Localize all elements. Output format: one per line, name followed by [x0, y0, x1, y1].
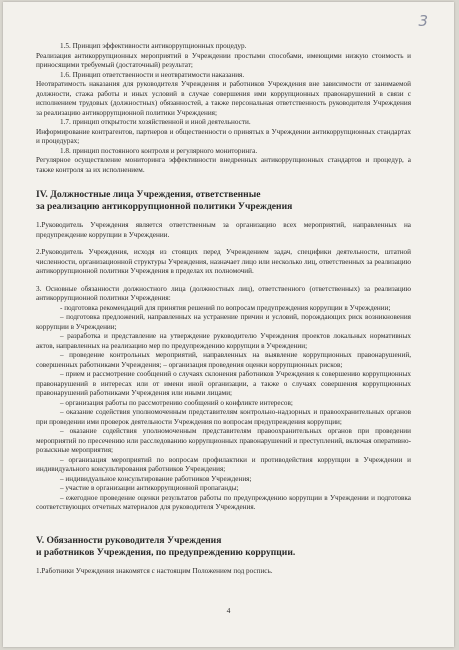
page-number: 4 — [226, 606, 231, 615]
paragraph: 2.Руководитель Учреждения, исходя из стоящих перед Учреждением задач, специфики деятельности, штатной численности, организационной структуры Учреждения, назначает лицо или несколько лиц, ответственных за реализацию антикоррупционной политики Учреждения в пределах их полномочий. — [36, 248, 411, 275]
duty-item: – оказание содействия уполномоченным представителям контрольно-надзорных и правоохранительных органов при проведении ими проверок деятельности Учреждения по вопросам предупреждения коррупции; — [36, 408, 411, 426]
page-content — [36, 42, 411, 576]
document-page — [3, 2, 454, 647]
paragraph: Реализация антикоррупционных мероприятий в Учреждении простыми способами, имеющими низкую стоимость и приносящими требуемый (достаточный) результат; — [36, 51, 411, 69]
paragraph: 1.6. Принцип ответственности и неотвратимости наказания. — [60, 70, 245, 79]
duty-item: – организация работы по рассмотрению сообщений о конфликте интересов; — [60, 398, 293, 407]
duty-item: – подготовка предложений, направленных на устранение причин и условий, порождающих риск возникновения коррупции в Учреждении; — [36, 313, 411, 331]
duty-item: – участие в организации антикоррупционной пропаганды; — [60, 484, 239, 492]
section-heading-iv-line2: за реализацию антикоррупционной политики Учреждения — [36, 201, 293, 212]
duty-item: – ежегодное проведение оценки результатов работы по предупреждению коррупции в Учреждении и подготовка соответствующих отчетных материалов для руководителя Учреждения. — [36, 493, 411, 511]
duty-item: – организация мероприятий по вопросам профилактики и противодействия коррупции в Учреждении и индивидуального консультирования работников Учреждения; — [36, 455, 411, 473]
paragraph: 1.Руководитель Учреждения является ответственным за организацию всех мероприятий, направленных на предупреждение коррупции в Учреждении. — [36, 221, 411, 239]
handwritten-page-mark: 3 — [418, 12, 428, 30]
duty-item: – индивидуальное консультирование работников Учреждения; — [60, 474, 252, 483]
paragraph: 3. Основные обязанности должностного лица (должностных лиц), ответственного (ответственных) за реализацию антикоррупционной политики Учреждения: — [36, 284, 411, 302]
paragraph: Неотвратимость наказания для руководителя Учреждения и работников Учреждения вне зависимости от занимаемой должности, стажа работы и иных условий в случае совершения ими коррупционных правонарушений в связи с исполнением трудовых (должностных) обязанностей, а также персональная ответственность руководителя Учреждения за реализацию антикоррупционной политики Учреждения; — [36, 80, 411, 117]
duty-item: – прием и рассмотрение сообщений о случаях склонения работников Учреждения к совершению коррупционных правонарушений в интересах или от имени иной организации, а также о случаях совершения коррупционных правонарушений работниками Учреждения или иными лицами; — [36, 370, 411, 397]
section-heading-v-line2: и работников Учреждения, по предупреждению коррупции. — [36, 546, 296, 558]
paragraph: Регулярное осуществление мониторинга эффективности внедренных антикоррупционных стандартов и процедур, а также контроля за их исполнением. — [36, 156, 411, 174]
section-heading-v-line1: V. Обязанности руководителя Учреждения — [36, 534, 222, 546]
paragraph: 1.8. принцип постоянного контроля и регулярного мониторинга. — [60, 146, 258, 155]
duty-item: – проведение контрольных мероприятий, направленных на выявление коррупционных правонарушений, совершенных работниками Учреждения; – организация проведения оценки коррупционных рисков; — [36, 351, 411, 369]
duty-item: - подготовка рекомендаций для принятия решений по вопросам предупреждения коррупции в Учреждении; — [60, 303, 391, 312]
paragraph: Информирование контрагентов, партнеров и общественности о принятых в Учреждении антикоррупционных стандартах и процедурах; — [36, 127, 411, 145]
section-heading-iv-line1: IV. Должностные лица Учреждения, ответственные — [36, 189, 261, 200]
duty-item: – оказание содействия уполномоченным представителям правоохранительных органов при проведении мероприятий по пресечению или расследованию коррупционных правонарушений и преступлений, включая оперативно-розыскные мероприятия; — [36, 427, 411, 454]
duty-item: – разработка и представление на утверждение руководителю Учреждения проектов локальных нормативных актов, направленных на реализацию мер по предупреждению коррупции в Учреждении; — [36, 332, 411, 350]
paragraph: 1.5. Принцип эффективности антикоррупционных процедур. — [60, 42, 247, 50]
paragraph: 1.Работники Учреждения знакомятся с настоящим Положением под роспись. — [36, 566, 273, 575]
paragraph: 1.7. принцип открытости хозяйственной и иной деятельности. — [60, 118, 251, 126]
